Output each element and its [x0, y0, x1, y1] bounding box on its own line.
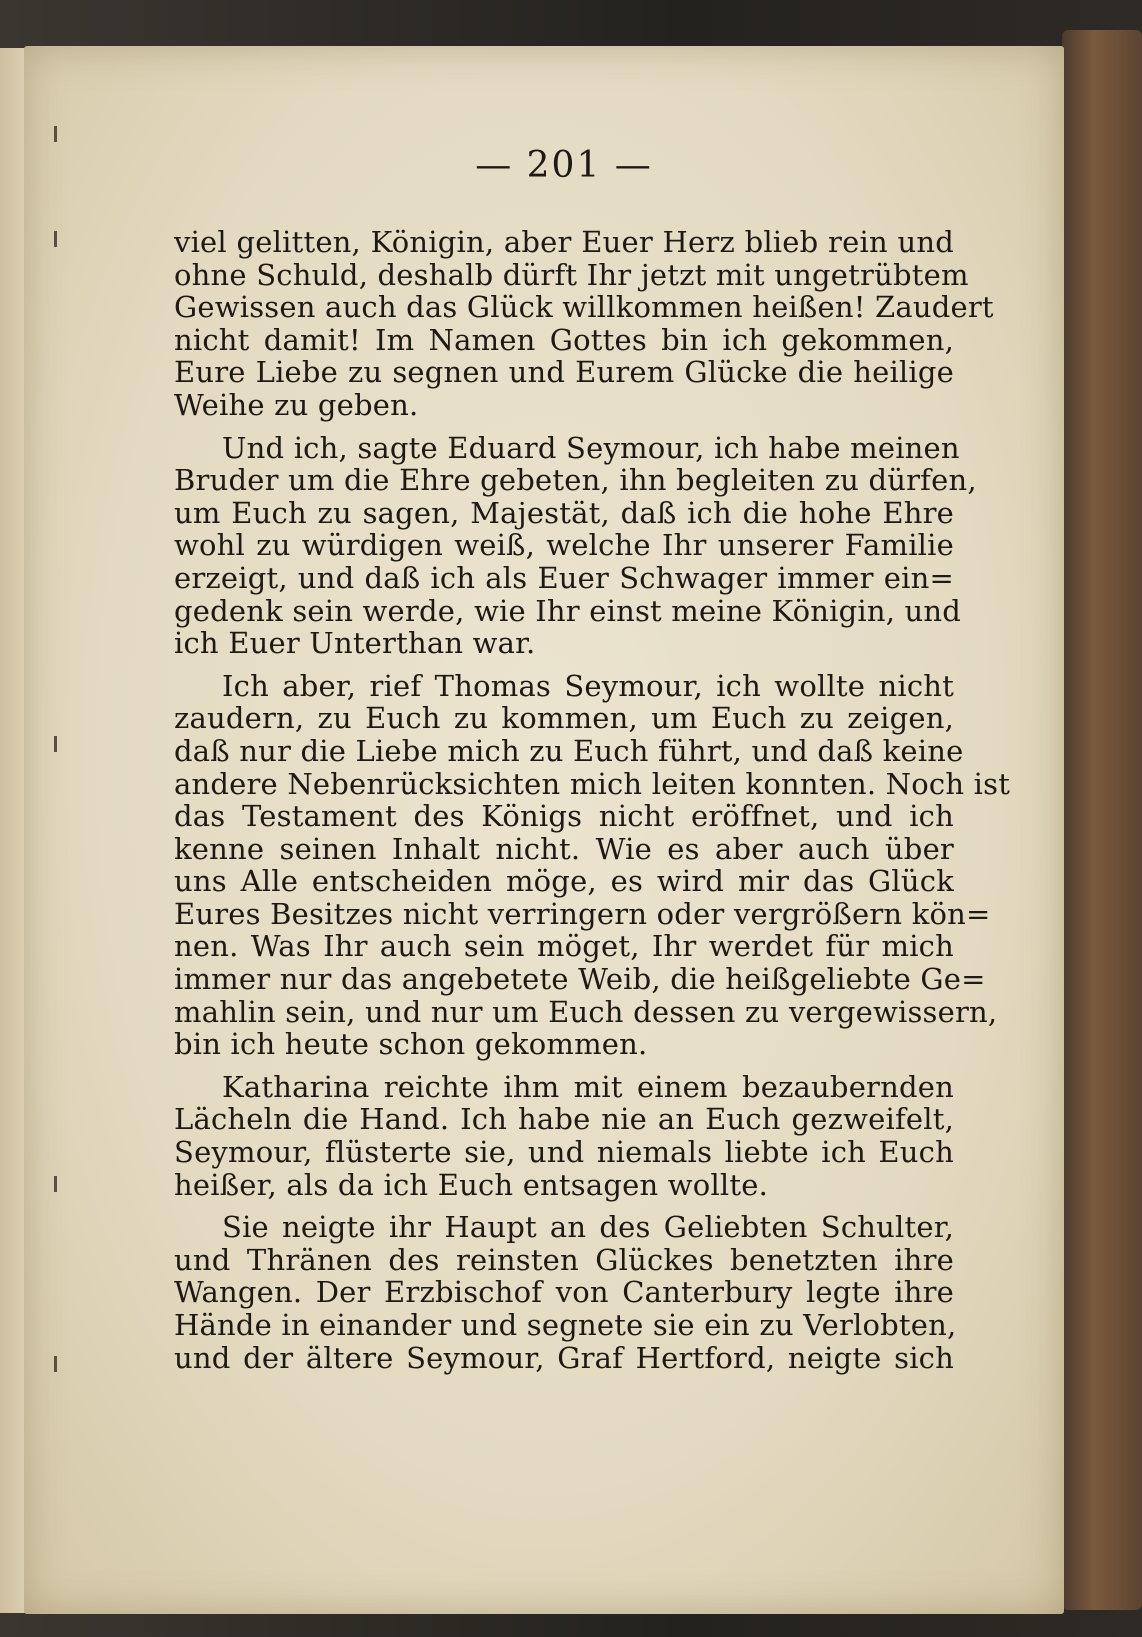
- text-line: und Thränen des reinsten Glückes benetzten ihre: [174, 1242, 954, 1277]
- text-line: Eures Besitzes nicht verringern oder vergrößern kön=: [174, 896, 991, 931]
- paragraph: [174, 225, 994, 422]
- text-line: Wangen. Der Erzbischof von Canterbury legte ihre: [174, 1275, 954, 1310]
- text-line: immer nur das angebetete Weib, die heißgeliebte Ge=: [174, 962, 986, 997]
- margin-mark: [54, 1356, 57, 1372]
- text-line: Ich aber, rief Thomas Seymour, ich wollte nicht: [222, 668, 954, 703]
- text-line: Lächeln die Hand. Ich habe nie an Euch gezweifelt,: [174, 1102, 954, 1137]
- text-line: das Testament des Königs nicht eröffnet, und ich: [174, 799, 954, 834]
- text-line: Katharina reichte ihm mit einem bezaubernden: [222, 1069, 954, 1104]
- text-line: daß nur die Liebe mich zu Euch führt, und daß keine: [174, 733, 964, 768]
- text-line: bin ich heute schon gekommen.: [174, 1027, 648, 1062]
- page-number: — 201 —: [475, 145, 653, 186]
- text-line: andere Nebenrücksichten mich leiten konnten. Noch ist: [174, 766, 1011, 801]
- text-line: Weihe zu geben.: [174, 387, 419, 422]
- text-line: Hände in einander und segnete sie ein zu Verlobten,: [174, 1308, 957, 1342]
- text-line: wohl zu würdigen weiß, welche Ihr unserer Familie: [174, 528, 954, 563]
- text-line: erzeigt, und daß ich als Euer Schwager immer ein=: [174, 560, 954, 595]
- page-content: [174, 145, 1011, 1375]
- paragraph: [174, 430, 977, 661]
- text-line: gedenk sein werde, wie Ihr einst meine Königin, und: [174, 593, 962, 628]
- text-line: nen. Was Ihr auch sein möget, Ihr werdet für mich: [174, 929, 954, 964]
- text-line: um Euch zu sagen, Majestät, daß ich die hohe Ehre: [174, 495, 954, 530]
- text-line: uns Alle entscheiden möge, es wird mir das Glück: [174, 864, 954, 899]
- text-line: Eure Liebe zu segnen und Eurem Glücke die heilige: [174, 355, 954, 390]
- text-line: ich Euer Unterthan war.: [174, 626, 536, 661]
- text-line: mahlin sein, und nur um Euch dessen zu vergewissern,: [174, 994, 998, 1029]
- text-line: viel gelitten, Königin, aber Euer Herz blieb rein und: [174, 225, 954, 259]
- margin-mark: [54, 1176, 57, 1192]
- text-line: Und ich, sagte Eduard Seymour, ich habe meinen: [222, 430, 960, 465]
- book-page: [24, 46, 1064, 1614]
- paragraph: [174, 1071, 954, 1201]
- text-line: heißer, als da ich Euch entsagen wollte.: [174, 1167, 769, 1202]
- text-line: Sie neigte ihr Haupt an des Geliebten Schulter,: [222, 1210, 954, 1245]
- text-line: kenne seinen Inhalt nicht. Wie es aber auch über: [174, 831, 954, 866]
- text-line: Gewissen auch das Glück willkommen heißen! Zaudert: [174, 290, 994, 325]
- margin-mark: [54, 126, 57, 142]
- text-line: ohne Schuld, deshalb dürft Ihr jetzt mit ungetrübtem: [174, 257, 969, 292]
- paragraph: [174, 668, 1011, 1062]
- text-line: Seymour, flüsterte sie, und niemals liebte ich Euch: [174, 1135, 954, 1170]
- text-line: zaudern, zu Euch zu kommen, um Euch zu zeigen,: [174, 701, 954, 736]
- text-line: und der ältere Seymour, Graf Hertford, neigte sich: [174, 1340, 954, 1375]
- text-line: nicht damit! Im Namen Gottes bin ich gekommen,: [174, 322, 954, 357]
- leather-binding-edge: [1062, 30, 1142, 1610]
- paragraph: [174, 1210, 957, 1375]
- margin-mark: [54, 736, 57, 752]
- margin-mark: [54, 231, 57, 247]
- body-text: [174, 225, 1011, 1375]
- text-line: Bruder um die Ehre gebeten, ihn begleiten zu dürfen,: [174, 463, 977, 498]
